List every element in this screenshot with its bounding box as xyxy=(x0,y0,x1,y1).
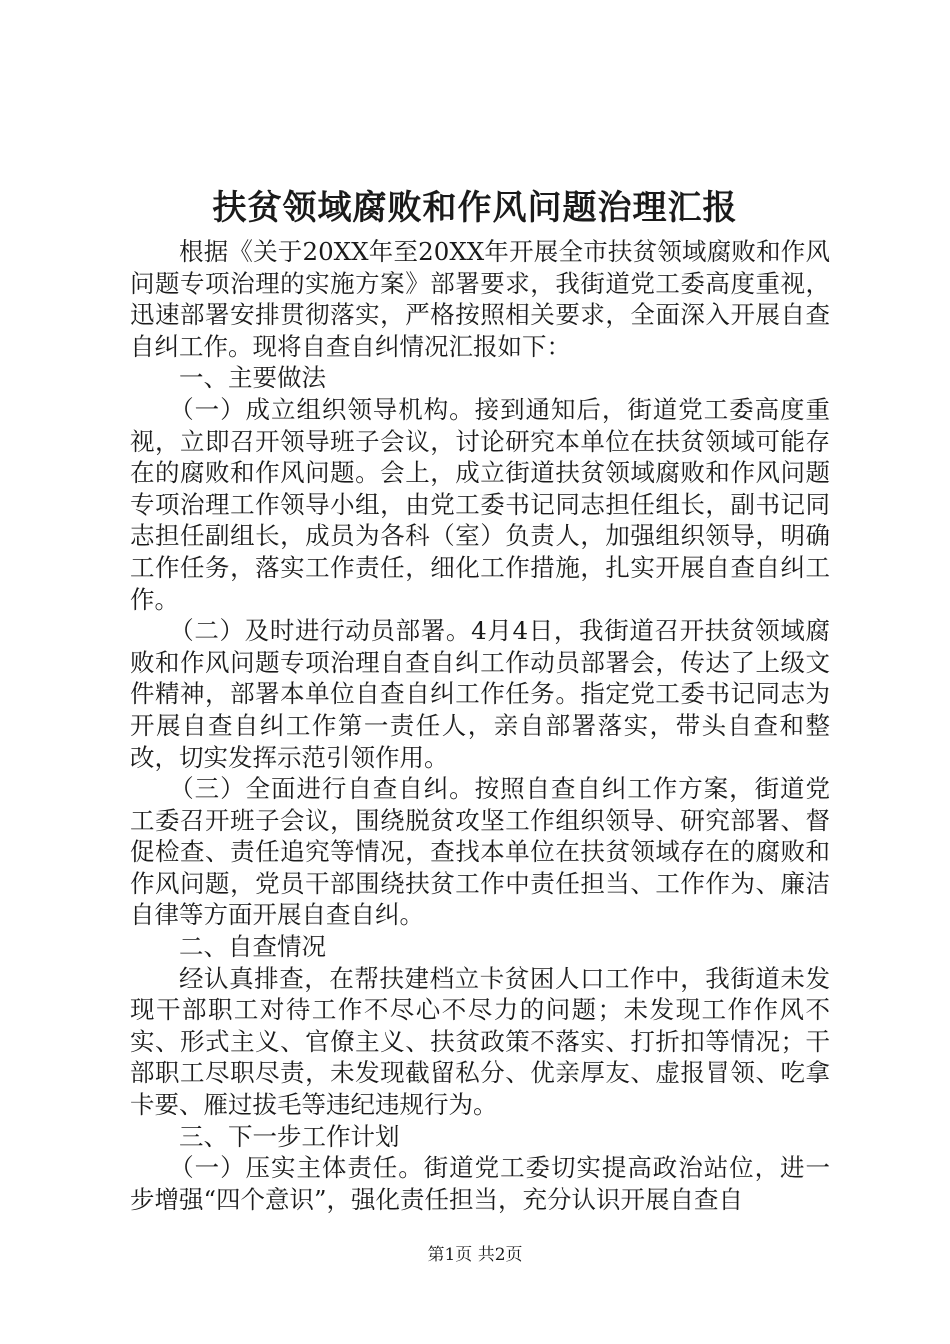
section-heading-2: 二、自查情况 xyxy=(179,932,326,962)
intro-paragraph: 根据《关于20XX年至20XX年开展全市扶贫领域腐败和作风问题专项治理的实施方案》部署要求，我街道党工委高度重视，迅速部署安排贯彻落实，严格按照相关要求，全面深入开展自查自纠工作。现将自查自纠情况汇报如下： xyxy=(130,237,830,361)
paragraph-2: 经认真排查，在帮扶建档立卡贫困人口工作中，我街道未发现干部职工对待工作不尽心不尽力的问题；未发现工作作风不实、形式主义、官僚主义、扶贫政策不落实、打折扣等情况；干部职工尽职尽责，未发现截留私分、优亲厚友、虚报冒领、吃拿卡要、雁过拔毛等违纪违规行为。 xyxy=(130,963,830,1120)
section-heading-3: 三、下一步工作计划 xyxy=(179,1121,400,1151)
document-title: 扶贫领域腐败和作风问题治理汇报 xyxy=(212,188,738,228)
paragraph-3-1: （一）压实主体责任。街道党工委切实提高政治站位，进一步增强“四个意识”，强化责任担当，充分认识开展自查自 xyxy=(130,1153,830,1214)
paragraph-1-3: （三）全面进行自查自纠。按照自查自纠工作方案，街道党工委召开班子会议，围绕脱贫攻坚工作组织领导、研究部署、督促检查、责任追究等情况，查找本单位在扶贫领域存在的腐败和作风问题，党员干部围绕扶贫工作中责任担当、工作作为、廉洁自律等方面开展自查自纠。 xyxy=(130,774,830,930)
section-heading-1: 一、主要做法 xyxy=(179,363,326,393)
paragraph-1-2: （二）及时进行动员部署。4月4日，我街道召开扶贫领域腐败和作风问题专项治理自查自纠工作动员部署会，传达了上级文件精神，部署本单位自查自纠工作任务。指定党工委书记同志为开展自查自纠工作第一责任人，亲自部署落实，带头自查和整改，切实发挥示范引领作用。 xyxy=(130,616,830,772)
page-number: 第1页 共2页 xyxy=(427,1245,523,1265)
paragraph-1-1: （一）成立组织领导机构。接到通知后，街道党工委高度重视，立即召开领导班子会议，讨论研究本单位在扶贫领域可能存在的腐败和作风问题。会上，成立街道扶贫领域腐败和作风问题专项治理工作领导小组，由党工委书记同志担任组长，副书记同志担任副组长，成员为各科（室）负责人，加强组织领导，明确工作任务，落实工作责任，细化工作措施，扎实开展自查自纠工作。 xyxy=(130,394,830,614)
document-body xyxy=(130,236,830,1215)
